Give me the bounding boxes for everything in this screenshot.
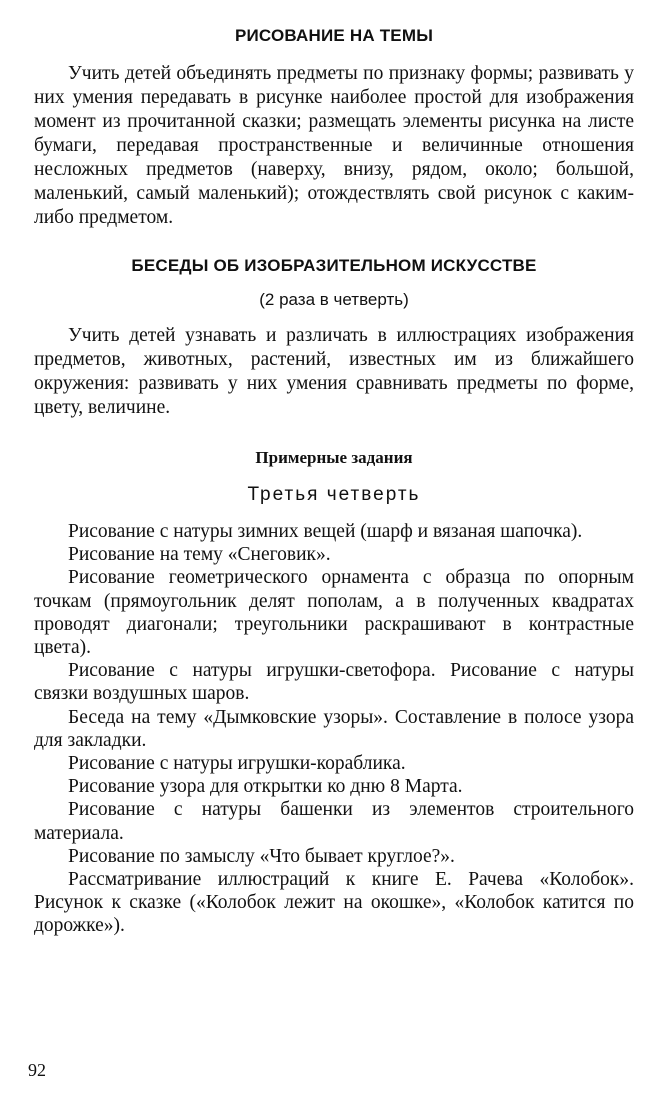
paragraph-drawing-on-themes: Учить детей объединять предметы по признаку формы; развивать у них умения передавать в рисунке наиболее простой для изображения момент из прочитанной сказки; размещать элементы рисунка на листе бумаги, передавая пространственные и величинные отношения несложных предметов (наверху, внизу, рядом, около; большой, маленький, самый маленький); отождествлять свой рисунок с каким-либо предметом. bbox=[34, 63, 634, 228]
list-item: Рисование геометрического орнамента с образца по опорным точкам (прямоугольник делят пополам, а в полученных квадратах проводят диагонали; треугольники раскрашивают в контрастные цвета). bbox=[34, 567, 634, 659]
list-item: Рисование узора для открытки ко дню 8 Марта. bbox=[68, 776, 463, 798]
tasks-title: Примерные задания bbox=[255, 448, 413, 467]
task-list bbox=[34, 520, 634, 938]
page-number: 92 bbox=[28, 1060, 46, 1080]
list-item: Рисование на тему «Снеговик». bbox=[68, 544, 331, 566]
list-item: Рассматривание иллюстраций к книге Е. Рачева «Колобок». Рисунок к сказке («Колобок лежит на окошке», «Колобок катится по дорожке»). bbox=[34, 869, 634, 937]
paragraph-art-conversations: Учить детей узнавать и различать в иллюстрациях изображения предметов, животных, растений, известных им из ближайшего окружения: развивать у них умения сравнивать предметы по форме, цвету, величине. bbox=[34, 325, 634, 418]
list-item: Рисование с натуры игрушки-светофора. Рисование с натуры связки воздушных шаров. bbox=[34, 660, 634, 705]
list-item: Рисование с натуры зимних вещей (шарф и вязаная шапочка). bbox=[68, 521, 583, 542]
list-item: Рисование с натуры башенки из элементов строительного материала. bbox=[34, 799, 634, 844]
list-item: Рисование с натуры игрушки-кораблика. bbox=[68, 753, 406, 775]
section-subheading-frequency: (2 раза в четверть) bbox=[259, 290, 409, 309]
list-item: Беседа на тему «Дымковские узоры». Составление в полосе узора для закладки. bbox=[34, 706, 634, 751]
section-heading-drawing-on-themes: РИСОВАНИЕ НА ТЕМЫ bbox=[234, 26, 434, 45]
list-item: Рисование по замыслу «Что бывает круглое?». bbox=[68, 845, 455, 867]
document-page bbox=[34, 18, 634, 938]
quarter-heading: Третья четверть bbox=[247, 484, 421, 505]
section-heading-art-conversations: БЕСЕДЫ ОБ ИЗОБРАЗИТЕЛЬНОМ ИСКУССТВЕ bbox=[131, 256, 537, 275]
